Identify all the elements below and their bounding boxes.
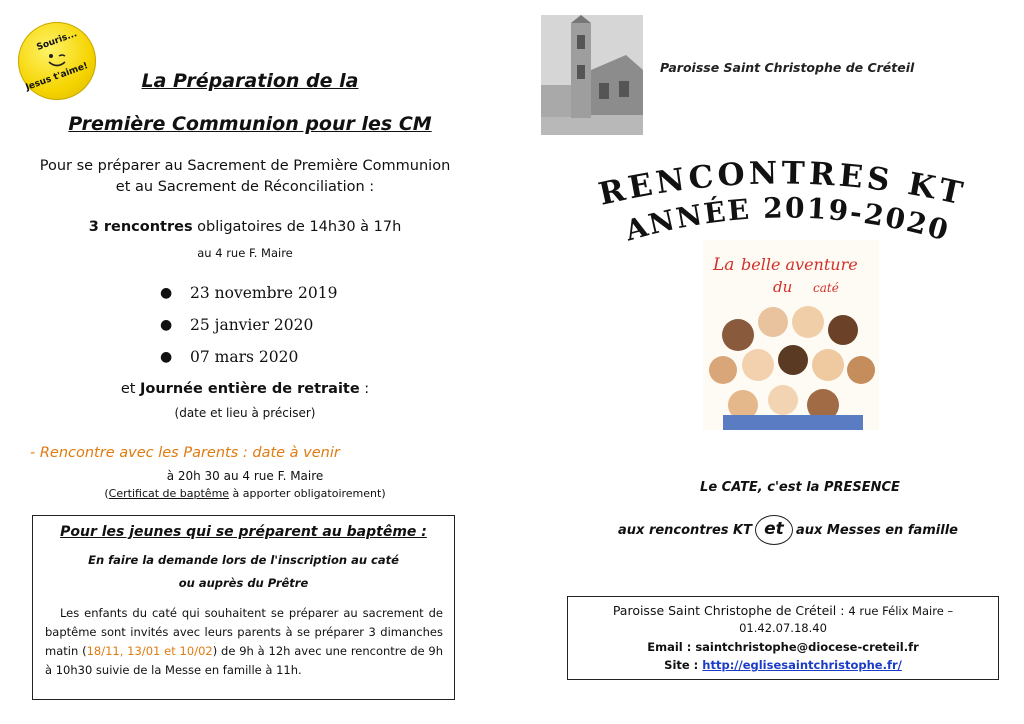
bullet-icon: ● — [160, 349, 173, 365]
cert-label: Certificat de baptême — [108, 487, 230, 500]
meetings-line — [10, 219, 480, 235]
intro-line-2: et au Sacrement de Réconciliation : — [115, 179, 375, 195]
retreat-suffix: : — [359, 381, 370, 397]
parents-meeting-time: à 20h 30 au 4 rue F. Maire — [166, 469, 324, 483]
email-link[interactable]: saintchristophe@diocese-creteil.fr — [695, 640, 919, 654]
date-text: 23 novembre 2019 — [190, 284, 338, 302]
contact-box — [567, 596, 999, 680]
baptism-dates: 18/11, 13/01 et 10/02 — [86, 644, 213, 658]
circled-et: et — [755, 515, 793, 545]
list-item — [160, 277, 337, 309]
meetings-time: obligatoires de 14h30 à 17h — [192, 219, 402, 235]
cert-open: ( — [104, 487, 109, 500]
baptism-sub-1: En faire la demande lors de l'inscription au caté — [88, 553, 399, 567]
title-line-2: Première Communion pour les CM — [68, 113, 432, 135]
baptism-body-2: ) de 9h à 12h avec une rencontre de 9h à 10h30 suivie de la Messe en famille à 11h. — [45, 644, 443, 677]
banner-line-1: RENCONTRES KT — [595, 155, 970, 213]
date-text: 25 janvier 2020 — [190, 316, 314, 334]
retreat-line — [10, 381, 480, 397]
cate-presence: Le CATE, c'est la PRESENCE — [700, 480, 900, 495]
title-line-1: La Préparation de la — [141, 70, 359, 92]
baptism-title — [33, 524, 454, 540]
date-text: 07 mars 2020 — [190, 348, 299, 366]
dates-list — [160, 277, 337, 373]
list-item — [160, 309, 337, 341]
baptism-body-1: Les enfants du caté qui souhaitent se préparer au sacrement de baptême sont invités avec leurs parents à se préparer 3 dimanches matin ( — [45, 606, 444, 658]
photo-caption-1: La — [713, 255, 735, 275]
baptism-body — [45, 604, 443, 680]
baptism-title-text: Pour les jeunes qui se préparent au baptême : — [60, 524, 427, 540]
badge-bottom-text: Jesus t'aime! — [24, 61, 90, 93]
retreat-subtext: (date et lieu à préciser) — [174, 406, 316, 420]
baptism-box — [32, 515, 455, 700]
baptism-sub-2: ou auprès du Prêtre — [178, 576, 309, 590]
contact-street: 4 rue Félix Maire – — [848, 604, 954, 618]
cert-rest: à apporter obligatoirement) — [229, 487, 386, 500]
photo-caption-2: belle aventure — [741, 255, 858, 274]
intro-text — [10, 156, 480, 198]
contact-phone: 01.42.07.18.40 — [739, 621, 827, 635]
contact-parish: Paroisse Saint Christophe de Créteil : — [612, 603, 849, 618]
site-link[interactable]: http://eglisesaintchristophe.fr/ — [702, 658, 902, 672]
meetings-address: au 4 rue F. Maire — [197, 246, 293, 260]
certificate-note — [10, 487, 480, 500]
parish-name: Paroisse Saint Christophe de Créteil — [660, 60, 915, 75]
contact-email — [568, 640, 998, 654]
bullet-icon: ● — [160, 285, 173, 301]
photo-caption-4: caté — [813, 281, 839, 295]
cate-line-a: aux rencontres KT — [618, 522, 752, 538]
intro-line-1: Pour se préparer au Sacrement de Première Communion — [39, 158, 451, 174]
photo-caption-3: du — [773, 278, 793, 296]
list-item — [160, 341, 337, 373]
contact-address — [568, 603, 998, 618]
bullet-icon: ● — [160, 317, 173, 333]
church-photo — [541, 15, 643, 135]
children-photo — [703, 240, 879, 430]
badge-top-text: Souris... — [35, 29, 79, 53]
site-label: Site : — [664, 658, 703, 672]
contact-site — [568, 658, 998, 672]
email-label: Email : — [647, 640, 696, 654]
meetings-count: 3 rencontres — [88, 219, 193, 235]
parents-meeting: - Rencontre avec les Parents : date à venir — [30, 445, 340, 461]
cate-attendance — [618, 515, 958, 545]
cate-line-b: aux Messes en famille — [795, 522, 958, 538]
retreat-title: Journée entière de retraite — [140, 381, 360, 397]
banner-line-2: ANNÉE 2019-2020 — [621, 191, 954, 248]
retreat-prefix: et — [120, 381, 141, 397]
smiley-icon — [44, 52, 70, 68]
